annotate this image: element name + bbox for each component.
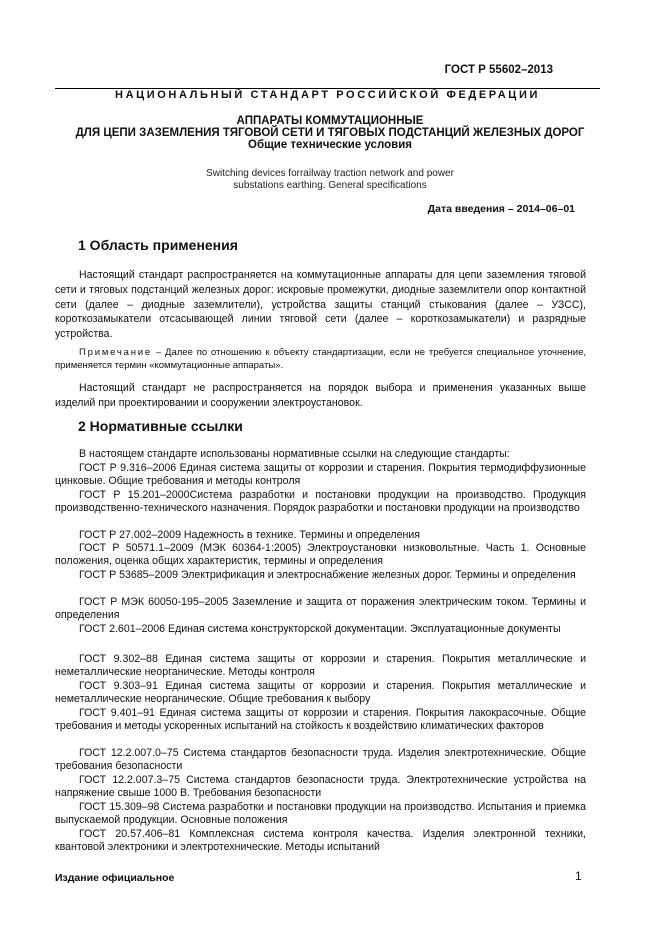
reference-text: ГОСТ Р 15.201–2000Система разработки и постановки продукции на производство. Продукция производственно-технического назначения. Порядок разработки и постановки продукции на производство [55,489,586,515]
reference-item [55,489,586,516]
section-1-paragraph-2 [55,381,586,411]
document-code: ГОСТ Р 55602–2013 [444,64,553,76]
reference-item [55,707,586,734]
note-label: Примечание [79,347,152,358]
section-2-intro [55,448,586,461]
section-1-paragraph-2-text: Настоящий стандарт не распространяется на порядок выбора и применения указанных выше изделий при проектировании и сооружении электроустановок. [55,382,586,409]
document-title [40,115,620,151]
english-title-line-1: Switching devices forrailway traction network and power [206,168,454,179]
reference-text: ГОСТ 9.303–91 Единая система защиты от коррозии и старения. Покрытия металлические и неметаллические неорганические. Общие требования к выбору [55,680,586,706]
introduction-date: Дата введения – 2014–06–01 [427,203,575,215]
reference-item [55,653,586,680]
reference-item [55,542,586,569]
title-line-2: ДЛЯ ЦЕПИ ЗАЗЕМЛЕНИЯ ТЯГОВОЙ СЕТИ И ТЯГОВЫХ ПОДСТАНЦИЙ ЖЕЛЕЗНЫХ ДОРОГ [75,127,585,139]
reference-item [55,747,586,774]
section-1-paragraph-1-text: Настоящий стандарт распространяется на коммутационные аппараты для цепи заземления тяговой сети и тяговых подстанций железных дорог: искровые промежутки, диодные заземлители опор контактной сети (далее – диодные заземлители), устройства защиты станций стыкования (далее – УЗСС), короткозамыкатели отсасывающей линии тяговой сети (далее – короткозамыкатели) и разрядные устройства. [55,269,586,341]
page-number: 1 [575,869,582,883]
official-edition-label: Издание официальное [55,872,175,884]
reference-text: ГОСТ Р 27.002–2009 Надежность в технике. Термины и определения [79,529,421,541]
section-1-paragraph-1 [55,268,586,342]
reference-text: ГОСТ 2.601–2006 Единая система конструкторской документации. Эксплуатационные документы [79,623,561,635]
reference-text: ГОСТ Р 9.316–2006 Единая система защиты от коррозии и старения. Покрытия термодиффузионные цинковые. Общие требования и методы контроля [55,462,586,488]
reference-text: ГОСТ Р 50571.1–2009 (МЭК 60364-1:2005) Электроустановки низковольтные. Часть 1. Основные положения, оценка общих характеристик, термины и определения [55,542,586,568]
reference-text: ГОСТ 15.309–98 Система разработки и постановки продукции на производство. Испытания и приемка выпускаемой продукции. Основные положения [55,801,586,827]
section-1-heading: 1 Область применения [78,237,238,253]
reference-text: ГОСТ Р 53685–2009 Электрификация и электроснабжение железных дорог. Термины и определения [79,569,576,581]
english-title-line-2: substations earthing. General specifications [233,180,427,191]
reference-text: ГОСТ 12.2.007.3–75 Система стандартов безопасности труда. Электротехнические устройства на напряжение свыше 1000 В. Требования безопасности [55,774,586,800]
reference-item [55,680,586,707]
national-standard-banner: НАЦИОНАЛЬНЫЙ СТАНДАРТ РОССИЙСКОЙ ФЕДЕРАЦИИ [115,89,540,101]
reference-text: ГОСТ Р МЭК 60050-195–2005 Заземление и защита от поражения электрическим током. Термины и определения [55,596,586,622]
reference-item [55,774,586,801]
section-2-intro-text: В настоящем стандарте использованы нормативные ссылки на следующие стандарты: [79,448,510,460]
reference-text: ГОСТ 12.2.007.0–75 Система стандартов безопасности труда. Изделия электротехнические. Общие требования безопасности [55,747,586,773]
title-line-3: Общие технические условия [248,139,412,151]
reference-item [55,623,586,636]
reference-item [55,462,586,489]
reference-item [55,529,586,542]
note [55,346,586,372]
reference-text: ГОСТ 9.401–91 Единая система защиты от коррозии и старения. Покрытия лакокрасочные. Общие требования и методы ускоренных испытаний на стойкость к воздействию климатических факторов [55,707,586,733]
note-text: – Далее по отношению к объекту стандартизации, если не требуется специальное уточнение, применяется термин «коммутационные аппараты». [55,347,586,371]
reference-item [55,596,586,623]
title-line-1: АППАРАТЫ КОММУТАЦИОННЫЕ [236,115,424,127]
reference-item [55,801,586,828]
reference-item [55,569,586,582]
reference-text: ГОСТ 9.302–88 Единая система защиты от коррозии и старения. Покрытия металлические и неметаллические неорганические. Методы контроля [55,653,586,679]
reference-item [55,828,586,855]
reference-text: ГОСТ 20.57.406–81 Комплексная система контроля качества. Изделия электронной техники, квантовой электроники и электротехнические. Методы испытаний [55,828,586,854]
section-2-heading: 2 Нормативные ссылки [78,418,243,434]
english-title [100,168,560,192]
